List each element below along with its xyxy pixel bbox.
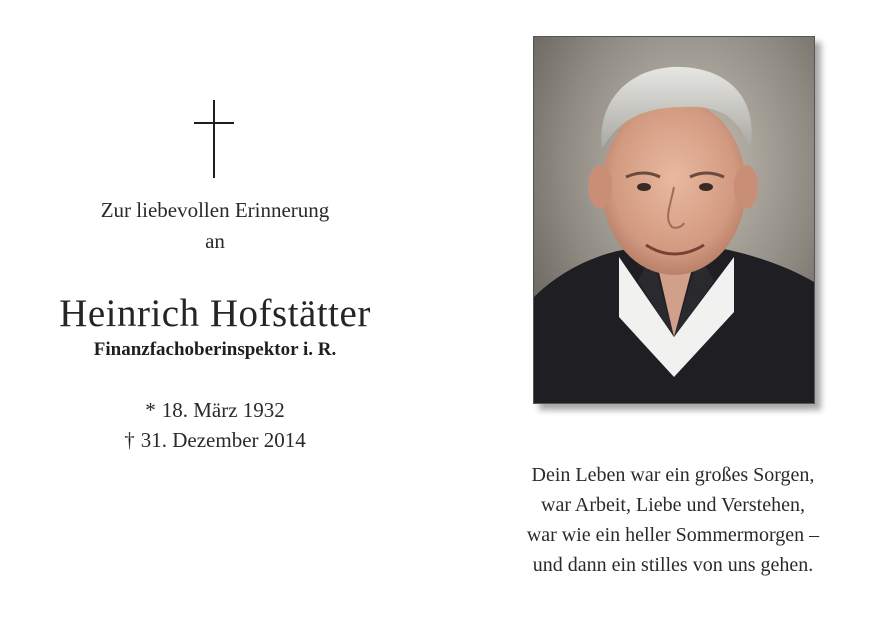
intro-line-2: an bbox=[205, 229, 225, 253]
memorial-text-column bbox=[0, 0, 430, 619]
birth-date-line bbox=[0, 398, 430, 423]
poem-line-1: Dein Leben war ein großes Sorgen, bbox=[531, 464, 815, 486]
portrait-photo bbox=[533, 36, 815, 404]
memorial-poem bbox=[478, 460, 868, 580]
death-cross-icon: † bbox=[124, 428, 135, 452]
intro-line-1: Zur liebevollen Erinnerung bbox=[100, 198, 330, 222]
poem-line-3: war wie ein heller Sommermorgen – bbox=[526, 524, 820, 546]
deceased-name: Heinrich Hofstätter bbox=[59, 292, 371, 335]
poem-line-4: und dann ein stilles von uns gehen. bbox=[532, 554, 814, 576]
portrait-image bbox=[534, 37, 814, 403]
death-date: 31. Dezember 2014 bbox=[140, 428, 306, 452]
birth-star-icon: * bbox=[145, 398, 156, 422]
deceased-title: Finanzfachoberinspektor i. R. bbox=[93, 339, 337, 360]
birth-date: 18. März 1932 bbox=[161, 398, 285, 422]
poem-line-2: war Arbeit, Liebe und Verstehen, bbox=[541, 494, 805, 516]
cross-icon bbox=[194, 100, 234, 180]
death-date-line bbox=[0, 428, 430, 453]
